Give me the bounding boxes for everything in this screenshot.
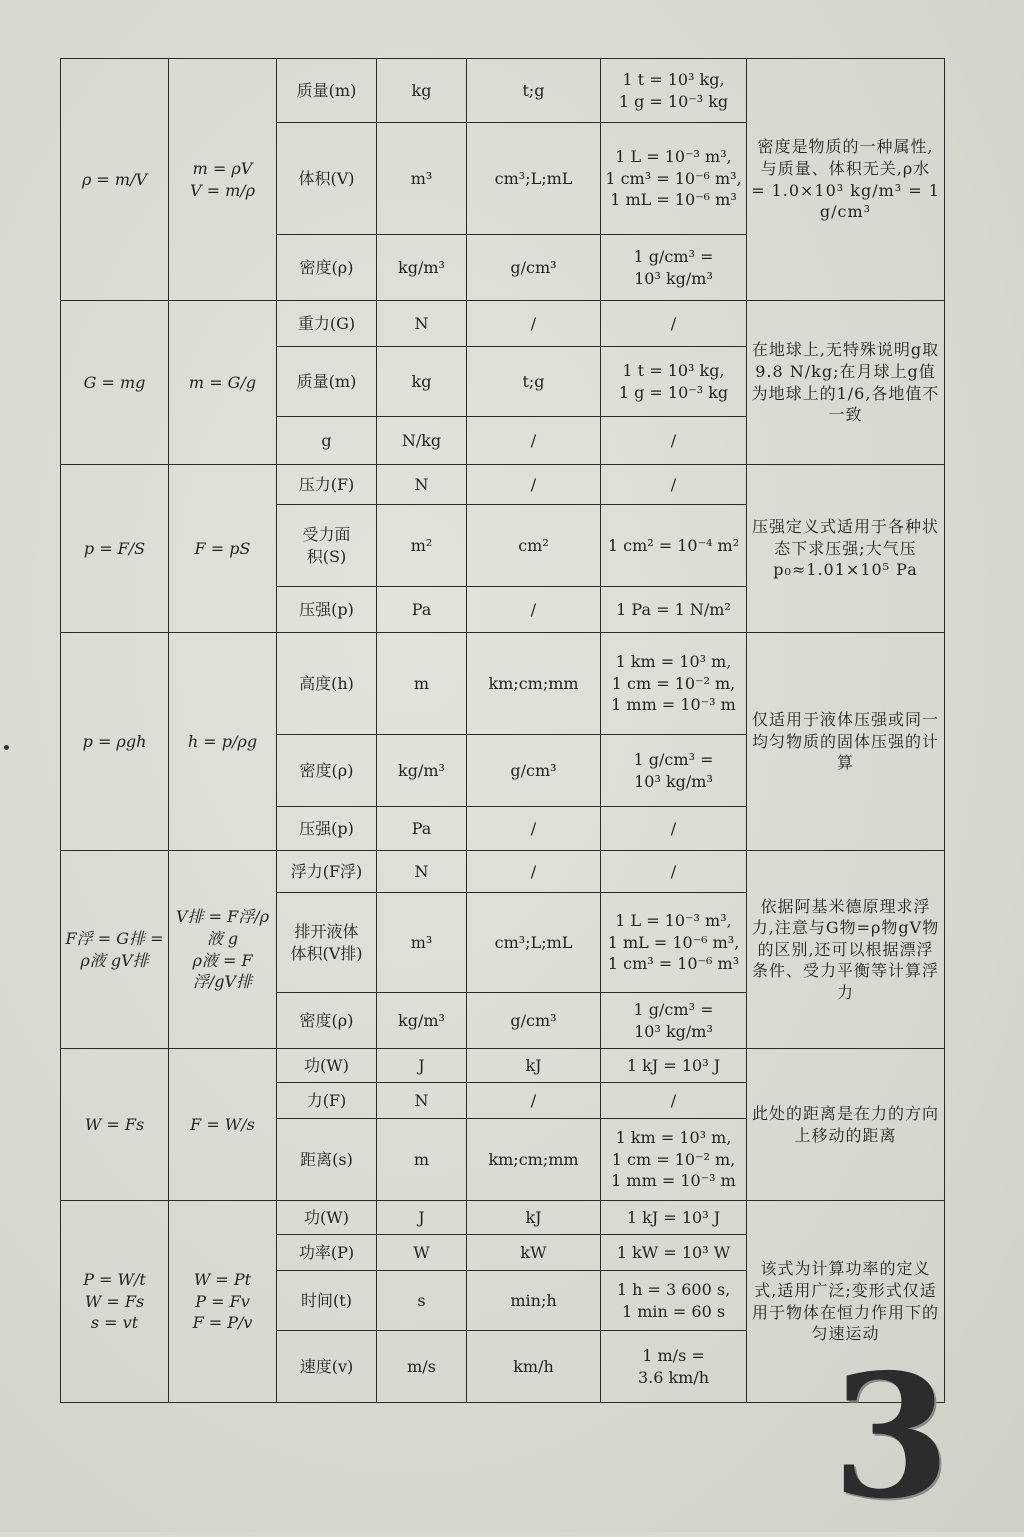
si-unit-cell: N xyxy=(377,1083,467,1119)
conversion-cell: 1 g/cm³ = 10³ kg/m³ xyxy=(601,235,747,301)
table-body xyxy=(61,59,945,1403)
conversion-cell: 1 t = 10³ kg, 1 g = 10⁻³ kg xyxy=(601,347,747,417)
quantity-cell: 力(F) xyxy=(277,1083,377,1119)
variant-formula-cell: m = G/g xyxy=(169,301,277,465)
conversion-cell: / xyxy=(601,301,747,347)
variant-formula-cell: F = W/s xyxy=(169,1049,277,1201)
variant-formula-cell: V排 = F浮/ρ液 g ρ液 = F浮/gV排 xyxy=(169,851,277,1049)
other-units-cell: / xyxy=(467,807,601,851)
conversion-cell: 1 km = 10³ m, 1 cm = 10⁻² m, 1 mm = 10⁻³ m xyxy=(601,633,747,735)
note-cell: 该式为计算功率的定义式,适用广泛;变形式仅适用于物体在恒力作用下的匀速运动 xyxy=(747,1201,945,1403)
conversion-cell: / xyxy=(601,1083,747,1119)
note-cell: 密度是物质的一种属性,与质量、体积无关,ρ水 = 1.0×10³ kg/m³ = 1 g/cm³ xyxy=(747,59,945,301)
formula-cell: p = F/S xyxy=(61,465,169,633)
conversion-cell: 1 kJ = 10³ J xyxy=(601,1049,747,1083)
formula-cell: ρ = m/V xyxy=(61,59,169,301)
other-units-cell: kW xyxy=(467,1235,601,1271)
quantity-cell: 质量(m) xyxy=(277,59,377,123)
other-units-cell: / xyxy=(467,465,601,505)
quantity-cell: 压强(p) xyxy=(277,807,377,851)
table-row xyxy=(61,633,945,735)
other-units-cell: kJ xyxy=(467,1049,601,1083)
formula-cell: P = W/t W = Fs s = vt xyxy=(61,1201,169,1403)
table-row xyxy=(61,465,945,505)
si-unit-cell: N xyxy=(377,465,467,505)
other-units-cell: / xyxy=(467,851,601,893)
si-unit-cell: J xyxy=(377,1049,467,1083)
other-units-cell: kJ xyxy=(467,1201,601,1235)
quantity-cell: 功率(P) xyxy=(277,1235,377,1271)
other-units-cell: / xyxy=(467,301,601,347)
other-units-cell: cm³;L;mL xyxy=(467,893,601,993)
conversion-cell: / xyxy=(601,417,747,465)
quantity-cell: 高度(h) xyxy=(277,633,377,735)
conversion-cell: 1 h = 3 600 s, 1 min = 60 s xyxy=(601,1271,747,1331)
si-unit-cell: kg xyxy=(377,59,467,123)
si-unit-cell: N xyxy=(377,851,467,893)
other-units-cell: / xyxy=(467,417,601,465)
si-unit-cell: J xyxy=(377,1201,467,1235)
si-unit-cell: Pa xyxy=(377,807,467,851)
conversion-cell: 1 g/cm³ = 10³ kg/m³ xyxy=(601,993,747,1049)
conversion-cell: 1 kJ = 10³ J xyxy=(601,1201,747,1235)
other-units-cell: cm² xyxy=(467,505,601,587)
other-units-cell: t;g xyxy=(467,347,601,417)
si-unit-cell: N xyxy=(377,301,467,347)
other-units-cell: g/cm³ xyxy=(467,735,601,807)
conversion-cell: / xyxy=(601,851,747,893)
formula-cell: F浮 = G排 = ρ液 gV排 xyxy=(61,851,169,1049)
formula-cell: G = mg xyxy=(61,301,169,465)
conversion-cell: / xyxy=(601,807,747,851)
quantity-cell: 功(W) xyxy=(277,1201,377,1235)
quantity-cell: 质量(m) xyxy=(277,347,377,417)
conversion-cell: 1 t = 10³ kg, 1 g = 10⁻³ kg xyxy=(601,59,747,123)
si-unit-cell: N/kg xyxy=(377,417,467,465)
si-unit-cell: m/s xyxy=(377,1331,467,1403)
table-row xyxy=(61,59,945,123)
si-unit-cell: m³ xyxy=(377,893,467,993)
quantity-cell: 受力面 积(S) xyxy=(277,505,377,587)
table-row xyxy=(61,301,945,347)
si-unit-cell: m xyxy=(377,633,467,735)
conversion-cell: 1 L = 10⁻³ m³, 1 cm³ = 10⁻⁶ m³, 1 mL = 10⁻⁶ m³ xyxy=(601,123,747,235)
si-unit-cell: m² xyxy=(377,505,467,587)
quantity-cell: 速度(v) xyxy=(277,1331,377,1403)
conversion-cell: 1 L = 10⁻³ m³, 1 mL = 10⁻⁶ m³, 1 cm³ = 10⁻⁶ m³ xyxy=(601,893,747,993)
variant-formula-cell: h = p/ρg xyxy=(169,633,277,851)
note-cell: 依据阿基米德原理求浮力,注意与G物=ρ物gV物的区别,还可以根据漂浮条件、受力平衡等计算浮力 xyxy=(747,851,945,1049)
other-units-cell: min;h xyxy=(467,1271,601,1331)
margin-mark xyxy=(4,745,9,750)
si-unit-cell: Pa xyxy=(377,587,467,633)
table-row xyxy=(61,851,945,893)
quantity-cell: 压力(F) xyxy=(277,465,377,505)
note-cell: 压强定义式适用于各种状态下求压强;大气压p₀≈1.01×10⁵ Pa xyxy=(747,465,945,633)
si-unit-cell: kg/m³ xyxy=(377,993,467,1049)
other-units-cell: km;cm;mm xyxy=(467,1119,601,1201)
quantity-cell: 压强(p) xyxy=(277,587,377,633)
conversion-cell: 1 cm² = 10⁻⁴ m² xyxy=(601,505,747,587)
page-number: 3 xyxy=(832,1337,951,1537)
other-units-cell: km;cm;mm xyxy=(467,633,601,735)
note-cell: 在地球上,无特殊说明g取9.8 N/kg;在月球上g值为地球上的1/6,各地值不一致 xyxy=(747,301,945,465)
si-unit-cell: m³ xyxy=(377,123,467,235)
quantity-cell: g xyxy=(277,417,377,465)
conversion-cell: 1 km = 10³ m, 1 cm = 10⁻² m, 1 mm = 10⁻³ m xyxy=(601,1119,747,1201)
quantity-cell: 功(W) xyxy=(277,1049,377,1083)
variant-formula-cell: F = pS xyxy=(169,465,277,633)
table-row xyxy=(61,1049,945,1083)
formula-cell: W = Fs xyxy=(61,1049,169,1201)
si-unit-cell: kg xyxy=(377,347,467,417)
si-unit-cell: kg/m³ xyxy=(377,235,467,301)
variant-formula-cell: W = Pt P = Fv F = P/v xyxy=(169,1201,277,1403)
other-units-cell: km/h xyxy=(467,1331,601,1403)
quantity-cell: 时间(t) xyxy=(277,1271,377,1331)
conversion-cell: 1 Pa = 1 N/m² xyxy=(601,587,747,633)
other-units-cell: t;g xyxy=(467,59,601,123)
quantity-cell: 密度(ρ) xyxy=(277,735,377,807)
table-row xyxy=(61,1201,945,1235)
other-units-cell: g/cm³ xyxy=(467,235,601,301)
other-units-cell: / xyxy=(467,1083,601,1119)
conversion-cell: 1 kW = 10³ W xyxy=(601,1235,747,1271)
variant-formula-cell: m = ρV V = m/ρ xyxy=(169,59,277,301)
quantity-cell: 重力(G) xyxy=(277,301,377,347)
other-units-cell: / xyxy=(467,587,601,633)
note-cell: 仅适用于液体压强或同一均匀物质的固体压强的计算 xyxy=(747,633,945,851)
si-unit-cell: W xyxy=(377,1235,467,1271)
si-unit-cell: s xyxy=(377,1271,467,1331)
other-units-cell: cm³;L;mL xyxy=(467,123,601,235)
si-unit-cell: kg/m³ xyxy=(377,735,467,807)
quantity-cell: 体积(V) xyxy=(277,123,377,235)
quantity-cell: 浮力(F浮) xyxy=(277,851,377,893)
quantity-cell: 密度(ρ) xyxy=(277,993,377,1049)
other-units-cell: g/cm³ xyxy=(467,993,601,1049)
quantity-cell: 密度(ρ) xyxy=(277,235,377,301)
physics-formula-table xyxy=(60,58,945,1403)
quantity-cell: 排开液体 体积(V排) xyxy=(277,893,377,993)
note-cell: 此处的距离是在力的方向上移动的距离 xyxy=(747,1049,945,1201)
quantity-cell: 距离(s) xyxy=(277,1119,377,1201)
conversion-cell: / xyxy=(601,465,747,505)
si-unit-cell: m xyxy=(377,1119,467,1201)
conversion-cell: 1 m/s = 3.6 km/h xyxy=(601,1331,747,1403)
formula-cell: p = ρgh xyxy=(61,633,169,851)
conversion-cell: 1 g/cm³ = 10³ kg/m³ xyxy=(601,735,747,807)
